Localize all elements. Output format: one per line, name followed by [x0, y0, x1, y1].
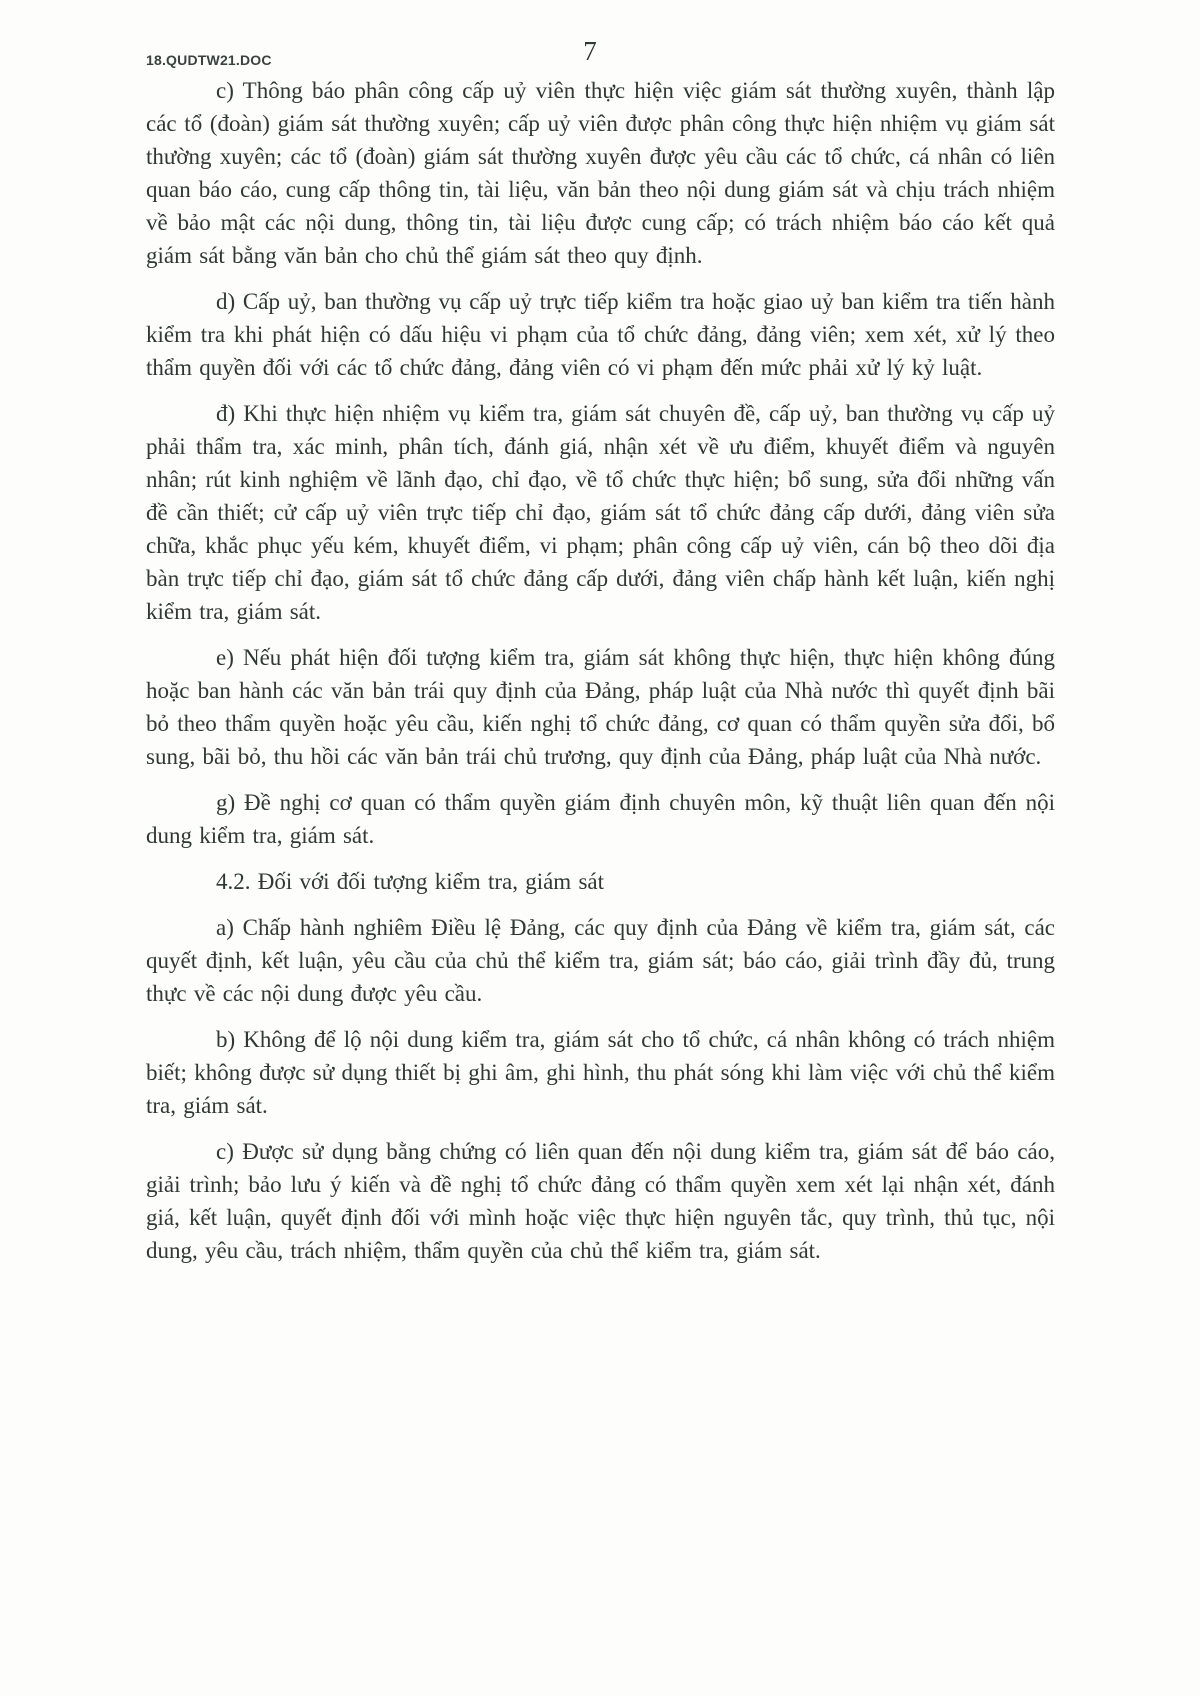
paragraph-a: a) Chấp hành nghiêm Điều lệ Đảng, các quy định của Đảng về kiểm tra, giám sát, các quyết định, kết luận, yêu cầu của chủ thể kiểm tra, giám sát; báo cáo, giải trình đầy đủ, trung thực về các nội dung được yêu cầu.	[146, 915, 1055, 1006]
paragraph-b: b) Không để lộ nội dung kiểm tra, giám sát cho tổ chức, cá nhân không có trách nhiệm biết; không được sử dụng thiết bị ghi âm, ghi hình, thu phát sóng khi làm việc với chủ thể kiểm tra, giám sát.	[146, 1027, 1055, 1118]
section-heading-4-2: 4.2. Đối với đối tượng kiểm tra, giám sát	[216, 869, 604, 894]
page-number: 7	[583, 36, 597, 66]
paragraph-c: c) Thông báo phân công cấp uỷ viên thực hiện việc giám sát thường xuyên, thành lập các tổ (đoàn) giám sát thường xuyên; cấp uỷ viên được phân công thực hiện nhiệm vụ giám sát thường xuyên; các tổ (đoàn) giám sát thường xuyên được yêu cầu các tổ chức, cá nhân có liên quan báo cáo, cung cấp thông tin, tài liệu, văn bản theo nội dung giám sát và chịu trách nhiệm về bảo mật các nội dung, thông tin, tài liệu được cung cấp; có trách nhiệm báo cáo kết quả giám sát bằng văn bản cho chủ thể giám sát theo quy định.	[146, 78, 1055, 268]
paragraph-dd: đ) Khi thực hiện nhiệm vụ kiểm tra, giám sát chuyên đề, cấp uỷ, ban thường vụ cấp uỷ phải thẩm tra, xác minh, phân tích, đánh giá, nhận xét về ưu điểm, khuyết điểm và nguyên nhân; rút kinh nghiệm về lãnh đạo, chỉ đạo, về tổ chức thực hiện; bổ sung, sửa đổi những vấn đề cần thiết; cử cấp uỷ viên trực tiếp chỉ đạo, giám sát tổ chức đảng cấp dưới, đảng viên sửa chữa, khắc phục yếu kém, khuyết điểm, vi phạm; phân công cấp uỷ viên, cán bộ theo dõi địa bàn trực tiếp chỉ đạo, giám sát tổ chức đảng cấp dưới, đảng viên chấp hành kết luận, kiến nghị kiểm tra, giám sát.	[146, 401, 1055, 624]
paragraph-e: e) Nếu phát hiện đối tượng kiểm tra, giám sát không thực hiện, thực hiện không đúng hoặc ban hành các văn bản trái quy định của Đảng, pháp luật của Nhà nước thì quyết định bãi bỏ theo thẩm quyền hoặc yêu cầu, kiến nghị tổ chức đảng, cơ quan có thẩm quyền sửa đổi, bổ sung, bãi bỏ, thu hồi các văn bản trái chủ trương, quy định của Đảng, pháp luật của Nhà nước.	[146, 645, 1055, 769]
paragraph-g: g) Đề nghị cơ quan có thẩm quyền giám định chuyên môn, kỹ thuật liên quan đến nội dung kiểm tra, giám sát.	[146, 790, 1055, 848]
paragraph-d: d) Cấp uỷ, ban thường vụ cấp uỷ trực tiếp kiểm tra hoặc giao uỷ ban kiểm tra tiến hành kiểm tra khi phát hiện có dấu hiệu vi phạm của tổ chức đảng, đảng viên; xem xét, xử lý theo thẩm quyền đối với các tổ chức đảng, đảng viên có vi phạm đến mức phải xử lý kỷ luật.	[146, 289, 1055, 380]
paragraph-c2: c) Được sử dụng bằng chứng có liên quan đến nội dung kiểm tra, giám sát để báo cáo, giải trình; bảo lưu ý kiến và đề nghị tổ chức đảng có thẩm quyền xem xét lại nhận xét, đánh giá, kết luận, quyết định đối với mình hoặc việc thực hiện nguyên tắc, quy trình, thủ tục, nội dung, yêu cầu, trách nhiệm, thẩm quyền của chủ thể kiểm tra, giám sát.	[146, 1139, 1055, 1263]
document-body	[146, 74, 1055, 1280]
document-filename: 18.QUDTW21.DOC	[146, 52, 272, 68]
